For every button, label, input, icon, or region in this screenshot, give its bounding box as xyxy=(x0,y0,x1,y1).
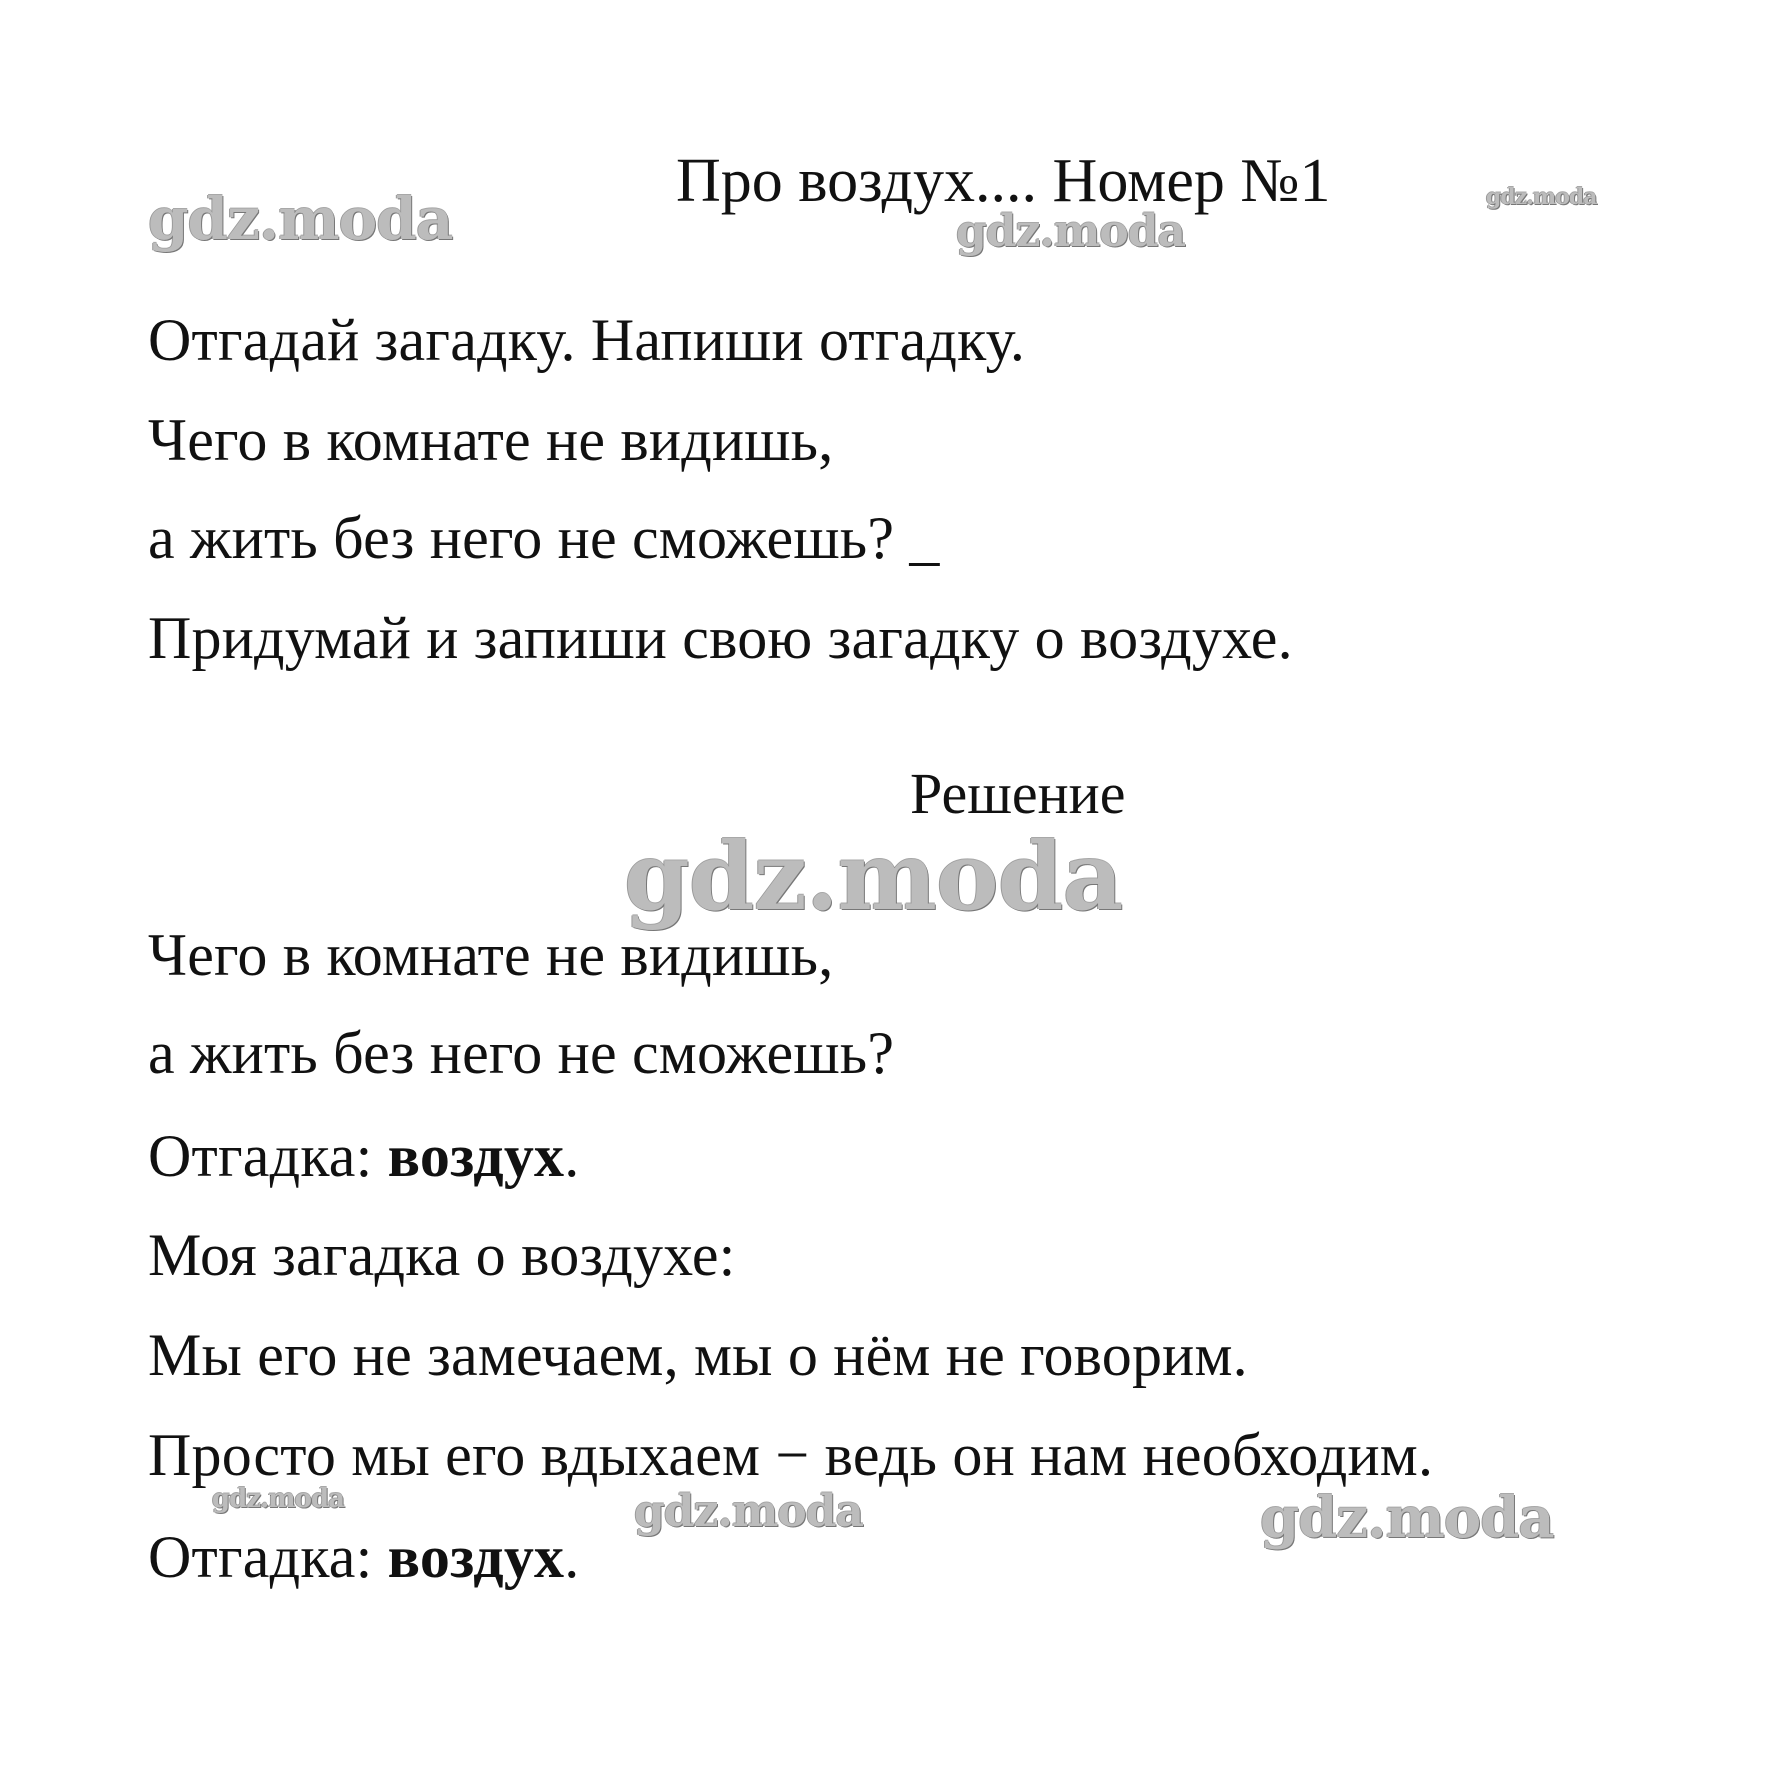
riddle-line: а жить без него не сможешь? _ xyxy=(148,505,940,571)
answer-value: воздух xyxy=(387,1123,565,1189)
answer-line xyxy=(148,1123,580,1189)
watermark-logo: gdz.moda xyxy=(148,185,453,253)
riddle-line: Просто мы его вдыхаем − ведь он нам необходим. xyxy=(148,1422,1434,1488)
answer-period: . xyxy=(564,1524,580,1590)
page-title: Про воздух.... Номер №1 xyxy=(676,147,1331,215)
answer-period: . xyxy=(564,1123,580,1189)
task-instruction: Придумай и запиши свою загадку о воздухе. xyxy=(148,605,1293,671)
answer-label: Отгадка: xyxy=(148,1524,388,1590)
answer-label: Отгадка: xyxy=(148,1123,388,1189)
watermark-logo: gdz.moda xyxy=(212,1484,345,1514)
solution-heading: Решение xyxy=(910,761,1126,826)
watermark-logo: gdz.moda xyxy=(1260,1485,1554,1551)
my-riddle-label: Моя загадка о воздухе: xyxy=(148,1222,736,1288)
watermark-logo: gdz.moda xyxy=(956,206,1186,257)
watermark-logo: gdz.moda xyxy=(634,1486,864,1537)
watermark-logo: gdz.moda xyxy=(624,822,1123,932)
riddle-line: Мы его не замечаем, мы о нём не говорим. xyxy=(148,1322,1248,1388)
task-instruction: Отгадай загадку. Напиши отгадку. xyxy=(148,307,1026,373)
watermark-logo: gdz.moda xyxy=(1486,184,1597,210)
riddle-line: а жить без него не сможешь? xyxy=(148,1020,895,1086)
riddle-line: Чего в комнате не видишь, xyxy=(148,922,834,988)
answer-value: воздух xyxy=(387,1524,565,1590)
answer-line xyxy=(148,1524,580,1590)
riddle-line: Чего в комнате не видишь, xyxy=(148,407,834,473)
